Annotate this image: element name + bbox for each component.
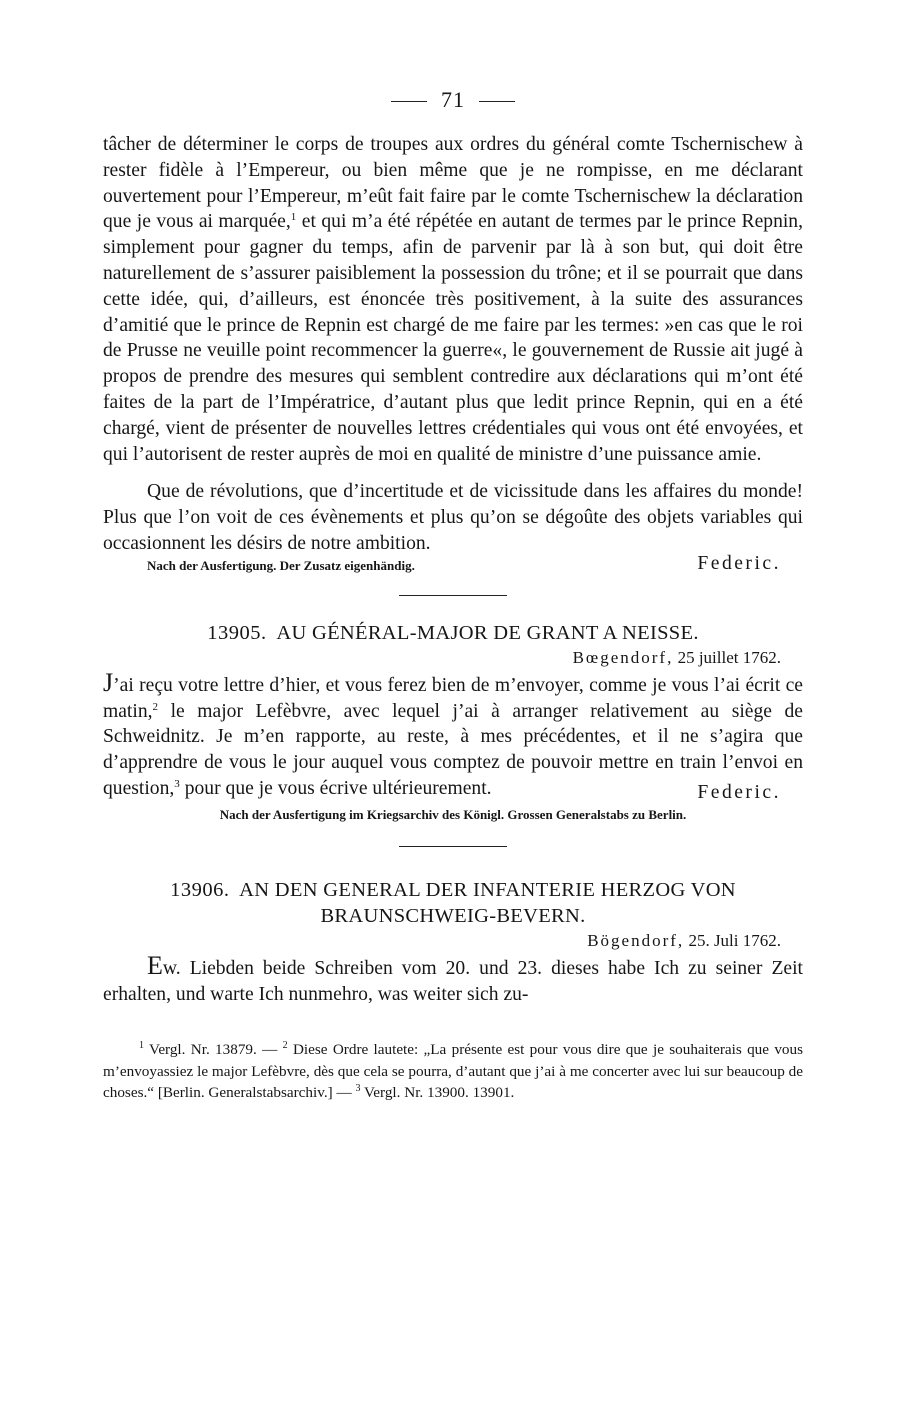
letter-13906-title-line1: AN DEN GENERAL DER INFANTERIE HERZOG VON [239,878,736,901]
letter-13905-body [103,667,803,803]
letter-13905-date: 25 juillet 1762. [677,647,781,667]
letter-13905-text-c: pour que je vous écrive ultérieurement. [184,777,492,799]
footnotes [103,1039,803,1104]
letter-13906-body [103,950,803,1008]
separator-rule-1 [399,595,507,596]
footnote-1-text: Vergl. Nr. 13879. — [149,1041,278,1059]
page-number-dash-right [479,101,515,102]
footnote-ref-2: 2 [152,700,159,713]
document-page [103,86,803,1104]
intro-text: tâcher de déterminer le corps de troupes aux ordres du général comte Tschernischew à rester fidèle à l’Empereur, ou bien même que je ne rompisse, en me déclarant ouvertement pour l’Empereur, m’eût fait faire par le comte Tschernischew la déclaration que je vous ai marquée, [103,134,803,233]
letter-13906-initial: E [147,950,163,980]
postscript-paragraph: Que de révolutions, que d’incertitude et de vicissitude dans les affaires du monde! Plus que l’on voit de ces évènements et plus qu’on se dégoûte des objets variables qui occasionnent les désirs de notre ambition. [103,481,803,554]
footnote-3-mark: 3 [355,1083,361,1095]
letter-13905-place: Bœgendorf, [572,647,674,667]
letter-13905-heading [103,620,803,646]
footnote-2-mark: 2 [282,1040,288,1052]
letter-13906-dateline [103,929,803,953]
source-note-1: Nach der Ausfertigung. Der Zusatz eigenhändig. [147,557,415,573]
footnote-ref-1: 1 [290,211,297,224]
letter-13906-place: Bögendorf, [587,930,685,950]
letter-13906-heading-line1 [103,877,803,903]
letter-13906-heading [103,877,803,929]
letter-13905-text-a: ’ai reçu votre lettre d’hier, et vous ferez bien de m’envoyer, comme je vous l’ai écrit ce matin, [103,674,803,722]
letter-13906-title-line2: BRAUNSCHWEIG-BEVERN. [320,904,586,927]
source-row-1 [103,553,803,575]
letter-13906-text: w. Liebden beide Schreiben vom 20. und 23. dieses habe Ich zu seiner Zeit erhalten, und warte Ich nunmehro, was weiter sich zu- [103,957,803,1005]
separator-rule-2 [399,846,507,847]
letter-13905-number: 13905. [207,621,267,644]
letter-13905-initial: J [103,667,114,697]
letter-13905-title: AU GÉNÉRAL-MAJOR DE GRANT A NEISSE. [276,621,699,644]
letter-13905-source-note: Nach der Ausfertigung im Kriegsarchiv des Königl. Grossen Generalstabs zu Berlin. [219,806,687,822]
signature-2: Federic. [697,781,781,803]
footnote-2-text: Diese Ordre lautete: „La présente est pour vous dire que je souhaiterais que vous m’envoyassiez le major Lefèbvre, dès que cela se pourra, d’autant que j’ai à me concerter avec lui sur beaucoup de choses.“ [Berlin. Generalstabsarchiv.] — [103,1041,804,1102]
letter-13905-text-b: le major Lefèbvre, avec lequel j’ai à arranger relativement au siège de Schweidnitz. Je m’en rapporte, au reste, à mes précédentes, et il ne s’agira que d’apprendre de vous le jour auquel vous comptez de pouvoir mettre en train l’envoi en question, [103,700,803,799]
intro-paragraph [103,132,803,467]
footnote-ref-3: 3 [174,777,180,790]
letter-13905-dateline [103,646,803,670]
letter-13906-date: 25. Juli 1762. [688,930,781,950]
footnote-1-mark: 1 [139,1040,144,1052]
page-number-dash-left [391,101,427,102]
intro-text-continued: et qui m’a été répétée en autant de termes par le prince Repnin, simplement pour gagner du temps, afin de parvenir par là à son but, qui doit être naturellement de s’assurer paisiblement la possession du trône; et il se pourrait que dans cette idée, qui, d’ailleurs, est énoncée très positivement, à la suite des assurances d’amitié que le prince de Repnin est chargé de me faire par les termes: »en cas que le roi de Prusse ne veuille point recommencer la guerre«, le gouvernement de Russie ait jugé à propos de prendre des mesures qui semblent contredire aux déclarations qui m’ont été faites de la part de l’Impératrice, d’autant plus que ledit prince Repnin, qui en a été chargé, vient de présenter de nouvelles lettres crédentiales qui vous ont été envoyées, et qui l’autorisent de rester auprès de moi en qualité de ministre d’une puissance amie. [103,211,804,465]
letter-13906-number: 13906. [170,878,230,901]
page-number [103,86,803,114]
footnote-3-text: Vergl. Nr. 13900. 13901. [364,1084,515,1102]
signature-1: Federic. [697,552,781,574]
page-number-text: 71 [441,87,465,112]
